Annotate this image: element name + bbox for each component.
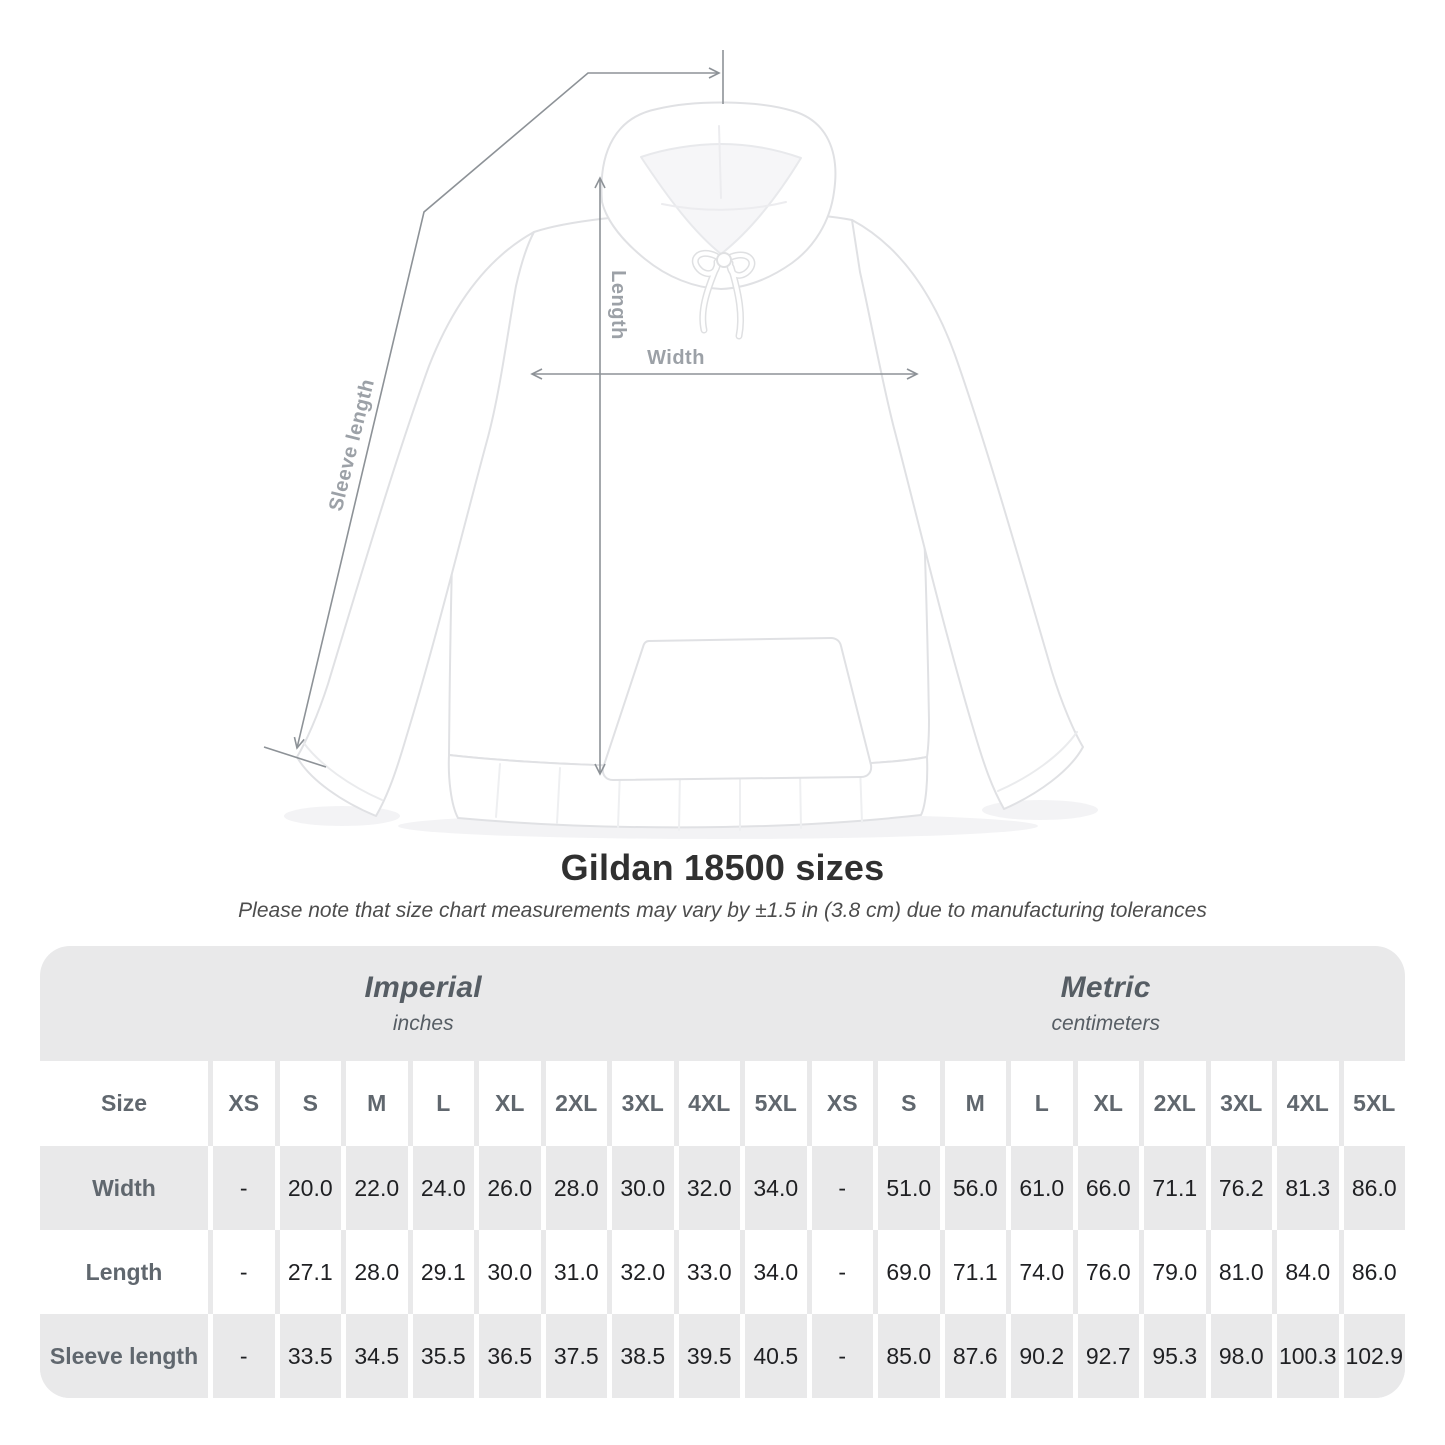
- sleeve-length-label: Sleeve length: [324, 376, 380, 514]
- metric-title: Metric: [1060, 971, 1151, 1004]
- measurement-value: 29.1: [408, 1230, 475, 1314]
- measurement-value: -: [807, 1146, 874, 1230]
- metric-subtitle: centimeters: [1051, 1012, 1160, 1035]
- drawstring-knot: [717, 253, 731, 267]
- measurement-value: 22.0: [341, 1146, 408, 1230]
- measurement-value: -: [208, 1314, 275, 1398]
- measurement-value: 87.6: [940, 1314, 1007, 1398]
- measurement-value: 66.0: [1073, 1146, 1140, 1230]
- measurement-value: -: [208, 1230, 275, 1314]
- measurement-value: 27.1: [275, 1230, 342, 1314]
- measurement-value: 102.9: [1339, 1314, 1406, 1398]
- measurement-value: 32.0: [607, 1230, 674, 1314]
- measurement-value: 90.2: [1006, 1314, 1073, 1398]
- measurement-value: 39.5: [674, 1314, 741, 1398]
- column-header-imperial-2xl: 2XL: [541, 1061, 608, 1146]
- measurement-value: 71.1: [940, 1230, 1007, 1314]
- data-row-sleeve-length: [40, 1314, 1405, 1398]
- row-label: Length: [85, 1258, 163, 1285]
- column-header-metric-5xl: 5XL: [1339, 1061, 1406, 1146]
- column-header-metric-l: L: [1006, 1061, 1073, 1146]
- tolerance-note: Please note that size chart measurements may vary by ±1.5 in (3.8 cm) due to manufacturing tolerances: [238, 899, 1207, 922]
- measurement-value: 30.0: [607, 1146, 674, 1230]
- size-column-header: Size: [100, 1090, 148, 1116]
- column-header-imperial-xl: XL: [474, 1061, 541, 1146]
- measurement-value: 92.7: [1073, 1314, 1140, 1398]
- measurement-value: 33.0: [674, 1230, 741, 1314]
- measurement-value: 37.5: [541, 1314, 608, 1398]
- width-label: Width: [647, 347, 705, 369]
- hoodie-illustration: [297, 102, 1083, 830]
- column-header-metric-m: M: [940, 1061, 1007, 1146]
- data-row-width: [40, 1146, 1405, 1230]
- measurement-value: 85.0: [873, 1314, 940, 1398]
- column-header-metric-xl: XL: [1073, 1061, 1140, 1146]
- measurement-value: 56.0: [940, 1146, 1007, 1230]
- measurement-value: 61.0: [1006, 1146, 1073, 1230]
- column-header-metric-s: S: [873, 1061, 940, 1146]
- measurement-value: 81.0: [1206, 1230, 1273, 1314]
- measurement-value: 100.3: [1272, 1314, 1339, 1398]
- measurement-value: 86.0: [1339, 1230, 1406, 1314]
- measurement-value: 76.2: [1206, 1146, 1273, 1230]
- column-header-imperial-3xl: 3XL: [607, 1061, 674, 1146]
- measurement-value: 28.0: [541, 1146, 608, 1230]
- measurement-value: 26.0: [474, 1146, 541, 1230]
- measurement-value: 86.0: [1339, 1146, 1406, 1230]
- kangaroo-pocket: [603, 638, 871, 780]
- measurement-value: 69.0: [873, 1230, 940, 1314]
- measurement-value: 31.0: [541, 1230, 608, 1314]
- measurement-value: 20.0: [275, 1146, 342, 1230]
- measurement-value: 34.0: [740, 1146, 807, 1230]
- imperial-subtitle: inches: [392, 1012, 454, 1035]
- metric-section-header: [806, 946, 1405, 1061]
- imperial-title: Imperial: [364, 971, 482, 1004]
- table-body: [40, 1146, 1405, 1398]
- measurement-value: 84.0: [1272, 1230, 1339, 1314]
- page-title: Gildan 18500 sizes: [560, 847, 885, 888]
- measurement-value: 32.0: [674, 1146, 741, 1230]
- measurement-value: 98.0: [1206, 1314, 1273, 1398]
- measurement-value: -: [807, 1230, 874, 1314]
- column-header-metric-4xl: 4XL: [1272, 1061, 1339, 1146]
- size-table: [40, 946, 1405, 1398]
- measurement-value: 35.5: [408, 1314, 475, 1398]
- measurement-value: 40.5: [740, 1314, 807, 1398]
- measurement-value: 51.0: [873, 1146, 940, 1230]
- column-header-metric-2xl: 2XL: [1139, 1061, 1206, 1146]
- measurement-value: 33.5: [275, 1314, 342, 1398]
- measurement-value: 36.5: [474, 1314, 541, 1398]
- column-header-row: [40, 1061, 1405, 1146]
- length-label: Length: [607, 270, 629, 340]
- imperial-section-header: [40, 946, 806, 1061]
- measurement-value: 95.3: [1139, 1314, 1206, 1398]
- measurement-value: 34.5: [341, 1314, 408, 1398]
- measurement-value: 79.0: [1139, 1230, 1206, 1314]
- data-row-length: [40, 1230, 1405, 1314]
- column-header-imperial-l: L: [408, 1061, 475, 1146]
- measurement-value: 74.0: [1006, 1230, 1073, 1314]
- measurement-value: 28.0: [341, 1230, 408, 1314]
- column-header-imperial-4xl: 4XL: [674, 1061, 741, 1146]
- column-header-imperial-s: S: [275, 1061, 342, 1146]
- column-header-imperial-m: M: [341, 1061, 408, 1146]
- column-header-metric-xs: XS: [807, 1061, 874, 1146]
- measurement-value: -: [807, 1314, 874, 1398]
- measurement-value: 24.0: [408, 1146, 475, 1230]
- unit-header-band: [40, 946, 1405, 1061]
- column-header-imperial-5xl: 5XL: [740, 1061, 807, 1146]
- column-header-imperial-xs: XS: [208, 1061, 275, 1146]
- measurement-value: 76.0: [1073, 1230, 1140, 1314]
- measurement-value: 81.3: [1272, 1146, 1339, 1230]
- measurement-value: 30.0: [474, 1230, 541, 1314]
- measurement-value: 34.0: [740, 1230, 807, 1314]
- measurement-value: 38.5: [607, 1314, 674, 1398]
- measurement-value: 71.1: [1139, 1146, 1206, 1230]
- row-label: Sleeve length: [49, 1342, 199, 1369]
- column-header-metric-3xl: 3XL: [1206, 1061, 1273, 1146]
- measurement-value: -: [208, 1146, 275, 1230]
- row-label: Width: [92, 1174, 156, 1201]
